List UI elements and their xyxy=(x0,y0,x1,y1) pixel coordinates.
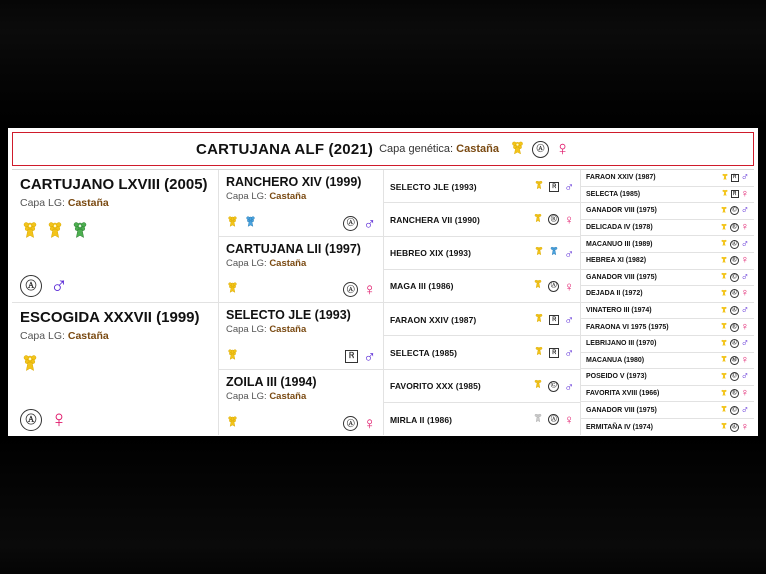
pedigree-cell[interactable] xyxy=(581,336,754,353)
animal-capa: Capa LG: Castaña xyxy=(226,257,307,269)
animal-name: HEBREA XI (1982) xyxy=(586,257,647,265)
stamp-square-icon: Ꮢ xyxy=(345,350,358,363)
pedigree-cell[interactable] xyxy=(581,203,754,220)
male-symbol-icon: ♂ xyxy=(564,245,574,261)
pedigree-cell[interactable] xyxy=(384,336,580,369)
pedigree-cell[interactable] xyxy=(581,353,754,370)
rosette-yellow-icon xyxy=(720,203,728,219)
stamp-circle-icon: Ⓐ xyxy=(343,282,358,297)
rosette-yellow-icon xyxy=(226,347,239,366)
animal-name: RANCHERO XIV (1999) xyxy=(226,175,362,189)
rosette-yellow-icon xyxy=(533,212,543,228)
pedigree-cell[interactable] xyxy=(581,369,754,386)
rosette-yellow-icon xyxy=(534,312,544,328)
pedigree-cell[interactable] xyxy=(581,319,754,336)
letterbox-bottom xyxy=(0,436,766,574)
pedigree-cell[interactable] xyxy=(384,303,580,336)
animal-name: FARAON XXIV (1987) xyxy=(586,174,656,182)
pedigree-cell[interactable] xyxy=(219,170,383,237)
identity-icons xyxy=(20,408,210,432)
animal-name: CARTUJANA LII (1997) xyxy=(226,241,361,256)
stamp-circle-icon: Ⓐ xyxy=(548,281,559,292)
rosette-yellow-icon xyxy=(226,414,239,433)
male-symbol-icon: ♂ xyxy=(363,346,376,366)
female-symbol-icon: ♀ xyxy=(740,187,749,200)
rosette-blue-icon xyxy=(244,214,257,233)
stamp-circle-icon: Ⓡ xyxy=(548,214,559,225)
identity-icons xyxy=(20,274,210,298)
identity-icons xyxy=(720,303,749,319)
female-symbol-icon: ♀ xyxy=(554,138,570,160)
male-symbol-icon: ♂ xyxy=(740,337,749,350)
stamp-circle-icon: Ⓡ xyxy=(731,257,737,264)
pedigree-cell[interactable] xyxy=(581,303,754,320)
identity-icons xyxy=(720,352,749,368)
letterbox-top xyxy=(0,0,766,128)
identity-icons xyxy=(720,236,749,252)
pedigree-cell[interactable] xyxy=(12,303,218,436)
stamp-circle-icon: Ⓡ xyxy=(731,390,737,397)
animal-name: MACANUO III (1989) xyxy=(586,240,653,248)
generation-2-column xyxy=(219,170,384,435)
award-icons xyxy=(20,352,210,378)
rosette-yellow-icon xyxy=(720,386,728,402)
identity-icons xyxy=(720,402,749,418)
animal-name: LEBRIJANO III (1970) xyxy=(586,340,657,348)
identity-icons xyxy=(720,269,749,285)
animal-name: SELECTA (1985) xyxy=(390,347,458,358)
award-icons xyxy=(20,219,210,245)
identity-icons xyxy=(720,319,749,335)
pedigree-cell[interactable] xyxy=(581,220,754,237)
header-capa-label: Capa genética: xyxy=(379,143,454,155)
identity-icons xyxy=(226,414,376,433)
female-symbol-icon: ♀ xyxy=(363,414,376,433)
stamp-circle-icon: Ⓤ xyxy=(731,373,737,380)
rosette-green-icon xyxy=(70,219,90,245)
stamp-circle-icon: Ⓐ xyxy=(731,423,737,430)
animal-capa: Capa LG: Castaña xyxy=(20,330,109,343)
animal-name: SELECTO JLE (1993) xyxy=(390,181,477,192)
rosette-yellow-icon xyxy=(720,236,728,252)
stamp-circle-icon: Ⓐ xyxy=(731,307,737,314)
animal-name: SELECTA (1985) xyxy=(586,190,641,198)
animal-name: SELECTO JLE (1993) xyxy=(226,308,351,322)
generation-4-column xyxy=(581,170,754,435)
pedigree-cell[interactable] xyxy=(219,303,383,370)
pedigree-cell[interactable] xyxy=(581,386,754,403)
animal-name: MAGA III (1986) xyxy=(390,281,454,292)
header-icons xyxy=(509,139,570,160)
female-symbol-icon: ♀ xyxy=(740,353,749,366)
pedigree-cell[interactable] xyxy=(219,370,383,437)
rosette-yellow-icon xyxy=(534,179,544,195)
identity-icons xyxy=(720,419,749,435)
rosette-yellow-icon xyxy=(509,139,526,160)
pedigree-chart xyxy=(8,128,758,436)
stamp-circle-icon: Ⓐ xyxy=(20,275,42,297)
rosette-yellow-icon xyxy=(720,253,728,269)
rosette-blue-icon xyxy=(549,245,559,261)
male-symbol-icon: ♂ xyxy=(740,171,749,184)
rosette-yellow-icon xyxy=(720,336,728,352)
stamp-circle-icon: Ⓐ xyxy=(20,409,42,431)
male-symbol-icon: ♂ xyxy=(564,179,574,195)
pedigree-cell[interactable] xyxy=(384,403,580,436)
pedigree-cell[interactable] xyxy=(581,187,754,204)
male-symbol-icon: ♂ xyxy=(363,213,376,233)
male-symbol-icon: ♂ xyxy=(564,312,574,328)
stamp-circle-icon: Ⓐ xyxy=(532,141,549,158)
pedigree-cell[interactable] xyxy=(384,370,580,403)
generation-columns xyxy=(12,169,754,435)
male-symbol-icon: ♂ xyxy=(564,345,574,361)
generation-1-column xyxy=(12,170,219,435)
rosette-yellow-icon xyxy=(226,280,239,299)
identity-icons xyxy=(534,345,574,361)
female-symbol-icon: ♀ xyxy=(740,287,749,300)
identity-icons xyxy=(720,286,749,302)
stamp-square-icon: Ꮢ xyxy=(731,190,739,198)
stamp-circle-icon: Ⓐ xyxy=(731,290,737,297)
rosette-yellow-icon xyxy=(720,419,728,435)
identity-icons xyxy=(534,312,574,328)
male-symbol-icon: ♂ xyxy=(740,304,749,317)
animal-name: CARTUJANO LXVIII (2005) xyxy=(20,176,208,193)
pedigree-cell[interactable] xyxy=(581,170,754,187)
animal-capa: Capa LG: Castaña xyxy=(20,197,109,210)
stamp-circle-icon: Ⓐ xyxy=(548,414,559,425)
female-symbol-icon: ♀ xyxy=(740,387,749,400)
female-symbol-icon: ♀ xyxy=(564,212,574,228)
rosette-yellow-icon xyxy=(533,378,543,394)
male-symbol-icon: ♂ xyxy=(740,204,749,217)
identity-icons xyxy=(226,347,376,366)
stamp-circle-icon: Ⓒ xyxy=(731,273,737,280)
pedigree-cell[interactable] xyxy=(581,419,754,436)
stamp-square-icon: Ꮢ xyxy=(731,174,739,182)
pedigree-header xyxy=(12,132,754,166)
animal-name: MIRLA II (1986) xyxy=(390,414,453,425)
animal-name: RANCHERA VII (1990) xyxy=(390,214,480,225)
female-symbol-icon: ♀ xyxy=(740,320,749,333)
pedigree-cell[interactable] xyxy=(384,170,580,203)
rosette-yellow-icon xyxy=(20,352,40,378)
animal-name: GANADOR VIII (1975) xyxy=(586,207,657,215)
male-symbol-icon: ♂ xyxy=(740,370,749,383)
rosette-yellow-icon xyxy=(720,402,728,418)
female-symbol-icon: ♀ xyxy=(363,280,376,299)
identity-icons xyxy=(720,369,749,385)
identity-icons xyxy=(533,212,574,228)
stamp-circle-icon: Ⓐ xyxy=(731,340,737,347)
stamp-circle-icon: Ⓐ xyxy=(343,416,358,431)
rosette-yellow-icon xyxy=(534,245,544,261)
identity-icons xyxy=(720,203,749,219)
pedigree-cell[interactable] xyxy=(384,237,580,270)
stamp-circle-icon: Ⓡ xyxy=(731,224,737,231)
rosette-yellow-icon xyxy=(226,214,239,233)
animal-name: FARAONA VI 1975 (1975) xyxy=(586,323,669,331)
stamp-circle-icon: Ⓐ xyxy=(731,240,737,247)
rosette-yellow-icon xyxy=(720,303,728,319)
stamp-circle-icon: Ⓜ xyxy=(731,356,737,363)
stamp-circle-icon: Ⓒ xyxy=(731,406,737,413)
header-capa-value: Castaña xyxy=(456,143,499,155)
identity-icons xyxy=(534,179,574,195)
animal-name: VINATERO III (1974) xyxy=(586,307,652,315)
animal-name: FAVORITA XVIII (1966) xyxy=(586,390,660,398)
female-symbol-icon: ♀ xyxy=(564,278,574,294)
pedigree-cell[interactable] xyxy=(384,270,580,303)
stamp-square-icon: Ꮢ xyxy=(549,348,559,358)
rosette-yellow-icon xyxy=(533,278,543,294)
female-symbol-icon: ♀ xyxy=(50,406,68,433)
pedigree-cell[interactable] xyxy=(581,253,754,270)
identity-icons xyxy=(534,245,574,261)
male-symbol-icon: ♂ xyxy=(740,270,749,283)
identity-icons xyxy=(720,253,749,269)
animal-name: DEJADA II (1972) xyxy=(586,290,643,298)
rosette-yellow-icon xyxy=(720,369,728,385)
stamp-circle-icon: Ⓒ xyxy=(548,381,559,392)
pedigree-cell[interactable] xyxy=(581,270,754,287)
pedigree-cell[interactable] xyxy=(384,203,580,236)
male-symbol-icon: ♂ xyxy=(50,272,68,299)
pedigree-cell[interactable] xyxy=(12,170,218,303)
identity-icons xyxy=(533,378,574,394)
pedigree-cell[interactable] xyxy=(581,286,754,303)
rosette-yellow-icon xyxy=(720,352,728,368)
rosette-yellow-icon xyxy=(534,345,544,361)
animal-name: GANADOR VIII (1975) xyxy=(586,406,657,414)
rosette-yellow-icon xyxy=(720,220,728,236)
stamp-square-icon: Ꮢ xyxy=(549,315,559,325)
animal-name: HEBREO XIX (1993) xyxy=(390,248,472,259)
identity-icons xyxy=(721,186,749,202)
animal-name: POSEIDO V (1973) xyxy=(586,373,647,381)
male-symbol-icon: ♂ xyxy=(564,378,574,394)
identity-icons xyxy=(533,412,574,428)
rosette-yellow-icon xyxy=(721,170,729,186)
identity-icons xyxy=(533,278,574,294)
pedigree-cell[interactable] xyxy=(219,237,383,304)
male-symbol-icon: ♂ xyxy=(740,237,749,250)
male-symbol-icon: ♂ xyxy=(740,403,749,416)
stamp-circle-icon: Ⓒ xyxy=(731,207,737,214)
animal-capa: Capa LG: Castaña xyxy=(226,324,307,336)
rosette-yellow-icon xyxy=(720,269,728,285)
identity-icons xyxy=(226,280,376,299)
rosette-yellow-icon xyxy=(721,186,729,202)
animal-capa: Capa LG: Castaña xyxy=(226,191,307,203)
stamp-circle-icon: Ⓡ xyxy=(731,323,737,330)
animal-name: ZOILA III (1994) xyxy=(226,374,317,389)
female-symbol-icon: ♀ xyxy=(740,254,749,267)
pedigree-cell[interactable] xyxy=(581,236,754,253)
stamp-square-icon: Ꮢ xyxy=(549,182,559,192)
animal-name: FARAON XXIV (1987) xyxy=(390,314,477,325)
female-symbol-icon: ♀ xyxy=(564,412,574,428)
rosette-grey-icon xyxy=(533,412,543,428)
animal-capa: Capa LG: Castaña xyxy=(226,390,307,402)
animal-name: MACANUA (1980) xyxy=(586,356,645,364)
animal-name: FAVORITO XXX (1985) xyxy=(390,381,481,392)
animal-name: ESCOGIDA XXXVII (1999) xyxy=(20,309,200,326)
rosette-yellow-icon xyxy=(20,219,40,245)
identity-icons xyxy=(720,220,749,236)
animal-name: GANADOR VIII (1975) xyxy=(586,273,657,281)
rosette-yellow-icon xyxy=(45,219,65,245)
female-symbol-icon: ♀ xyxy=(740,420,749,433)
animal-name: ERMITAÑA IV (1974) xyxy=(586,423,653,431)
identity-icons xyxy=(721,170,749,186)
identity-icons xyxy=(720,386,749,402)
animal-name: DELICADA IV (1978) xyxy=(586,224,653,232)
header-capa xyxy=(379,143,499,155)
rosette-yellow-icon xyxy=(720,319,728,335)
stamp-circle-icon: Ⓐ xyxy=(343,216,358,231)
generation-3-column xyxy=(384,170,581,435)
rosette-yellow-icon xyxy=(720,286,728,302)
female-symbol-icon: ♀ xyxy=(740,221,749,234)
identity-icons xyxy=(226,214,376,233)
identity-icons xyxy=(720,336,749,352)
page-title: CARTUJANA ALF (2021) xyxy=(196,140,374,158)
pedigree-cell[interactable] xyxy=(581,402,754,419)
